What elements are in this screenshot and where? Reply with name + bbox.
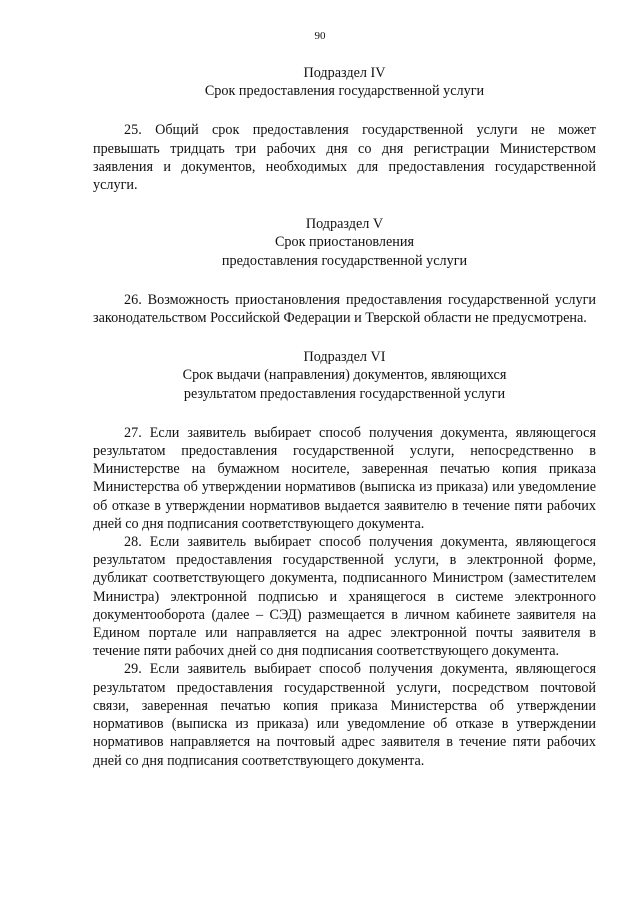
subsection-4-heading: Срок предоставления государственной услуги — [204, 83, 485, 100]
page-number: 90 — [314, 30, 326, 42]
subsection-5-heading-line-1: Срок приостановления — [274, 234, 415, 251]
subsection-4-title: Подраздел IV — [303, 65, 386, 81]
paragraph-27: 27. Если заявитель выбирает способ получения документа, являющегося результатом предоставления государственной услуги, непосредственно в Министерстве на бумажном носителе, заверенная печатью копия приказа Министерства об утверждении нормативов (выписка из приказа) или уведомление об отказе в утверждении нормативов выдается заявителю в течение пяти рабочих дней со дня подписания соответствующего документа. — [93, 424, 596, 532]
paragraph-25: 25. Общий срок предоставления государственной услуги не может превышать тридцать три рабочих дня со дня регистрации Министерством заявления и документов, необходимых для предоставления государственной услуги. — [93, 122, 596, 194]
subsection-4 — [93, 64, 596, 194]
subsection-6-heading-line-2: результатом предоставления государственной услуги — [183, 385, 506, 402]
subsection-6-heading-line-1: Срок выдачи (направления) документов, являющихся — [182, 367, 507, 384]
paragraph-26: 26. Возможность приостановления предоставления государственной услуги законодательством Российской Федерации и Тверской области не предусмотрена. — [93, 291, 596, 327]
document-body — [93, 64, 596, 770]
subsection-5 — [93, 215, 596, 327]
paragraph-28: 28. Если заявитель выбирает способ получения документа, являющегося результатом предоставления государственной услуги, в электронной форме, дубликат соответствующего документа, подписанного Министром (заместителем Министра) электронной подписью и хранящегося в системе электронного документооборота (далее – СЭД) размещается в личном кабинете заявителя на Едином портале или направляется на адрес электронной почты заявителя в течение пяти рабочих дней со дня подписания соответствующего документа. — [93, 534, 596, 660]
subsection-6 — [93, 348, 596, 769]
subsection-6-title: Подраздел VI — [303, 349, 386, 366]
subsection-5-title: Подраздел V — [305, 216, 384, 233]
paragraph-29: 29. Если заявитель выбирает способ получения документа, являющегося результатом предоставления государственной услуги, посредством почтовой связи, заверенная печатью копия приказа Министерства об утверждении нормативов (выписка из приказа) или уведомление об отказе в утверждении нормативов направляется на почтовый адрес заявителя в течение пяти рабочих дней со дня подписания соответствующего документа. — [93, 661, 596, 769]
subsection-5-heading-line-2: предоставления государственной услуги — [221, 252, 468, 269]
